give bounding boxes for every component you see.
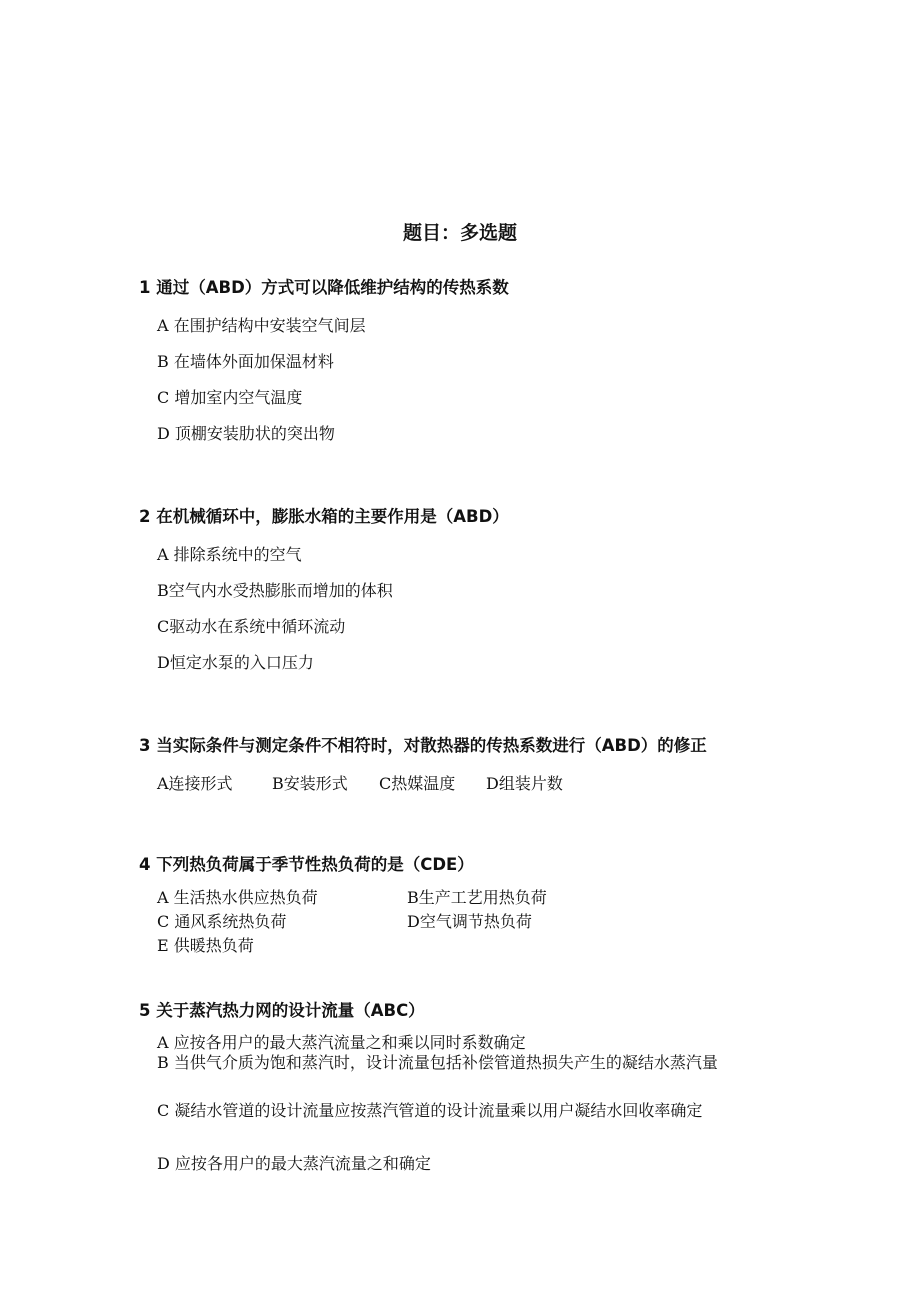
question-5-option-a: A 应按各用户的最大蒸汽流量之和乘以同时系数确定 (157, 1033, 526, 1052)
question-1-option-c: C 增加室内空气温度 (157, 388, 303, 407)
question-4-option-c: C 通风系统热负荷 (157, 912, 287, 931)
question-3-option-b: B安装形式 (272, 774, 348, 793)
question-1-option-d: D 顶棚安装肋状的突出物 (157, 424, 335, 443)
question-1-stem: 1 通过（ABD）方式可以降低维护结构的传热系数 (139, 278, 509, 297)
question-4-stem: 4 下列热负荷属于季节性热负荷的是（CDE） (139, 855, 474, 874)
question-3-option-c: C热媒温度 (379, 774, 456, 793)
question-2-option-b: B空气内水受热膨胀而增加的体积 (157, 581, 393, 600)
page-title: 题目：多选题 (402, 222, 517, 244)
question-5-stem: 5 关于蒸汽热力网的设计流量（ABC） (139, 1001, 425, 1020)
question-2-option-a: A 排除系统中的空气 (157, 545, 302, 564)
question-4-option-a: A 生活热水供应热负荷 (157, 888, 318, 907)
question-3-option-a: A连接形式 (157, 774, 233, 793)
question-4-option-d: D空气调节热负荷 (407, 912, 532, 931)
question-4-option-e: E 供暖热负荷 (157, 936, 254, 955)
question-2-option-d: D恒定水泵的入口压力 (157, 653, 314, 672)
question-1-option-b: B 在墙体外面加保温材料 (157, 352, 334, 371)
question-1-option-a: A 在围护结构中安装空气间层 (157, 316, 366, 335)
question-5-option-d: D 应按各用户的最大蒸汽流量之和确定 (157, 1154, 431, 1173)
question-3-option-d: D组装片数 (486, 774, 563, 793)
question-5-option-b: B 当供气介质为饱和蒸汽时，设计流量包括补偿管道热损失产生的凝结水蒸汽量 (157, 1053, 718, 1072)
question-2-stem: 2 在机械循环中，膨胀水箱的主要作用是（ABD） (139, 507, 509, 526)
question-2-option-c: C驱动水在系统中循环流动 (157, 617, 346, 636)
question-3-stem: 3 当实际条件与测定条件不相符时，对散热器的传热系数进行（ABD）的修正 (139, 736, 707, 755)
question-5-option-c: C 凝结水管道的设计流量应按蒸汽管道的设计流量乘以用户凝结水回收率确定 (157, 1101, 703, 1120)
question-4-option-b: B生产工艺用热负荷 (407, 888, 547, 907)
